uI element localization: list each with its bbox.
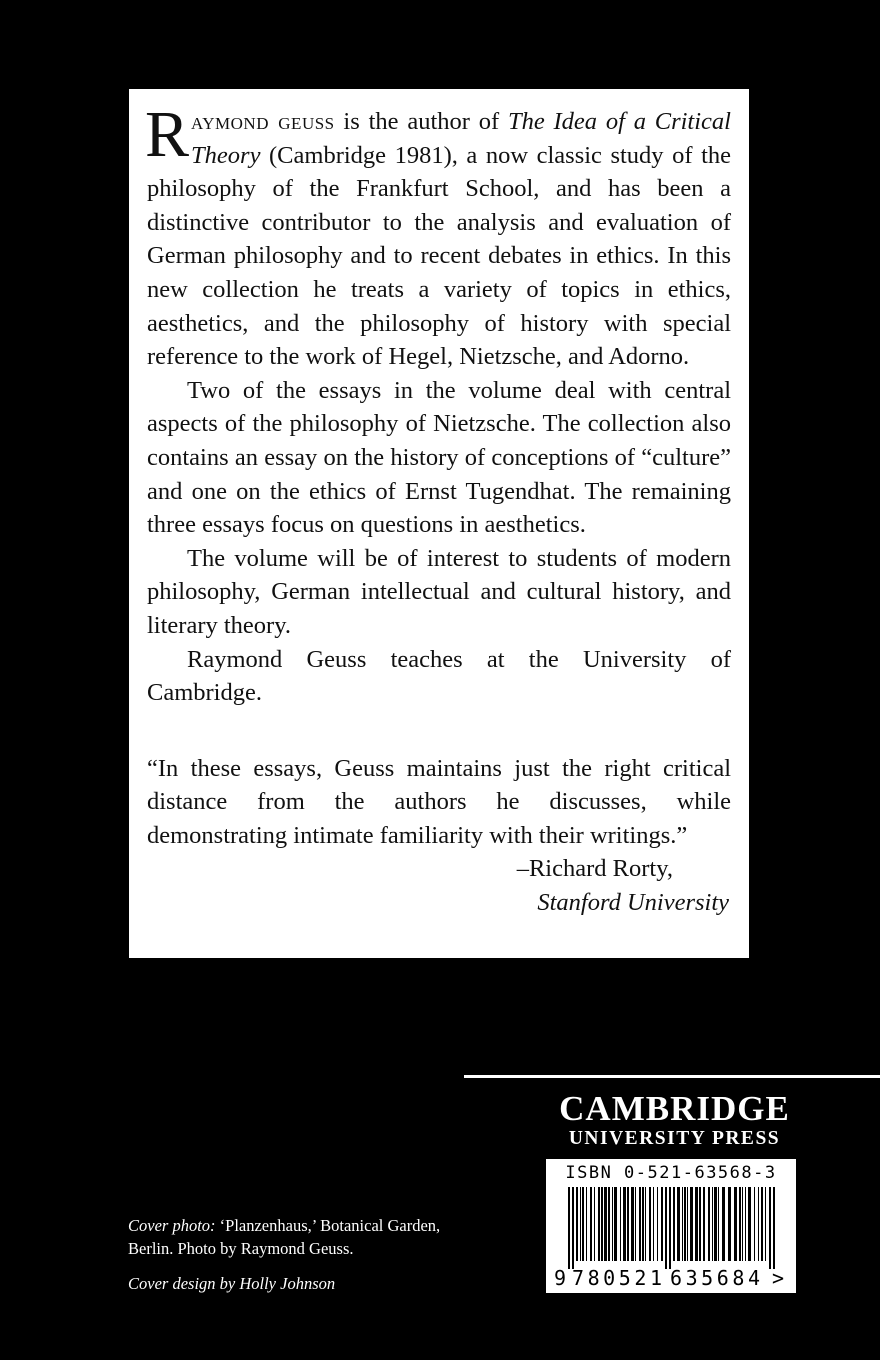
publisher-name: CAMBRIDGE [559, 1089, 790, 1128]
barcode-bar [669, 1187, 671, 1269]
barcode-bar [594, 1187, 595, 1261]
blurb-paragraph-1 [145, 98, 731, 374]
barcode-bar [639, 1187, 641, 1261]
barcode-bar [657, 1187, 658, 1261]
barcode-bar [703, 1187, 705, 1261]
barcode-bar [620, 1187, 621, 1261]
endorsement-quote: “In these essays, Geuss maintains just the right critical distance from the authors he discusses, while demonstrating intimate familiarity with their writings.” [147, 754, 731, 849]
barcode-bar [739, 1187, 741, 1261]
barcode-bar [586, 1187, 587, 1261]
barcode-bar [665, 1187, 667, 1269]
barcode-bar [598, 1187, 600, 1261]
barcode-bar [714, 1187, 717, 1261]
photo-credit [128, 1214, 458, 1260]
barcode-bar [761, 1187, 763, 1261]
author-name: aymond geuss [191, 108, 335, 135]
barcode-bar [623, 1187, 626, 1261]
blurb-panel [129, 89, 749, 958]
barcode-bar [614, 1187, 617, 1261]
barcode-bar [661, 1187, 663, 1261]
barcode-bar [627, 1187, 629, 1261]
cover-credits [128, 1214, 458, 1295]
barcode-bar [677, 1187, 680, 1261]
barcode-bar [695, 1187, 698, 1261]
barcode-bar [684, 1187, 686, 1261]
barcode-bar [773, 1187, 775, 1269]
barcode-bar [590, 1187, 592, 1261]
barcode-bar [718, 1187, 719, 1261]
photo-credit-label: Cover photo: [128, 1216, 216, 1235]
barcode-graphic [546, 1187, 796, 1291]
barcode-bar [765, 1187, 766, 1261]
publisher-subtitle: UNIVERSITY PRESS [568, 1128, 781, 1149]
barcode-bar [642, 1187, 644, 1261]
barcode-bar [754, 1187, 755, 1261]
barcode-bar [687, 1187, 688, 1261]
barcode-bar [601, 1187, 603, 1261]
blurb-paragraph-4: Raymond Geuss teaches at the University of Cambridge. [147, 645, 731, 707]
endorser-affiliation: Stanford University [537, 889, 729, 917]
barcode-bar [734, 1187, 737, 1261]
blurb-paragraph-2: Two of the essays in the volume deal with central aspects of the philosophy of Nietzsche. The collection also contains an essay on the history of conceptions of “culture” and one on the ethics of Ernst Tugendhat. The remaining three essays focus on questions in aesthetics. [147, 376, 731, 539]
barcode-bar [572, 1187, 574, 1269]
barcode-bar [690, 1187, 693, 1261]
barcode-bar [645, 1187, 646, 1261]
blurb-text: is the author of [334, 108, 508, 135]
barcode-digit-lead: 9 [554, 1266, 567, 1290]
barcode-bar [631, 1187, 634, 1261]
barcode-bar [673, 1187, 675, 1261]
blurb-text: (Cambridge 1981), a now classic study of the philosophy of the Frankfurt School, and has been a distinctive contributor to the analysis and evaluation of German philosophy and to recent debates in ethics. In this new collection he treats a variety of topics in ethics, aesthetics, and the philosophy of history with special reference to the work of Hegel, Nietzsche, and Adorno. [147, 141, 731, 371]
barcode-bar [682, 1187, 683, 1261]
barcode-bar [699, 1187, 701, 1261]
isbn-number: ISBN 0-521-63568-3 [565, 1163, 777, 1183]
photo-credit-text: ‘Planzenhaus,’ Botanical Garden, Berlin. Photo by Raymond Geuss. [128, 1216, 441, 1258]
barcode-bar [742, 1187, 743, 1261]
barcode-bar [758, 1187, 759, 1261]
barcode-digits-right: 635684 [670, 1266, 760, 1290]
barcode-digits-left: 780521 [572, 1266, 662, 1290]
book-title: The Idea of a Critical Theory [191, 108, 731, 169]
barcode-label [546, 1159, 796, 1293]
barcode-bar [612, 1187, 613, 1261]
barcode-quiet-mark: > [772, 1266, 785, 1290]
barcode-bar [745, 1187, 746, 1261]
divider-rule [464, 1075, 880, 1078]
barcode-bar [576, 1187, 578, 1261]
endorser-name: –Richard Rorty, [516, 855, 673, 883]
drop-cap: R [145, 98, 190, 171]
barcode-bar [604, 1187, 607, 1261]
barcode-bar [582, 1187, 584, 1261]
barcode-bar [712, 1187, 713, 1261]
barcode-bar [635, 1187, 636, 1261]
barcode-bar [722, 1187, 725, 1261]
barcode-bar [653, 1187, 654, 1261]
barcode-bar [568, 1187, 570, 1269]
barcode-bar [748, 1187, 751, 1261]
barcode-bar [649, 1187, 651, 1261]
barcode-bar [708, 1187, 710, 1261]
blurb-paragraph-3: The volume will be of interest to students of modern philosophy, German intellectual and cultural history, and literary theory. [147, 544, 731, 639]
barcode-bar [608, 1187, 610, 1261]
barcode-bar [580, 1187, 581, 1261]
barcode-bar [728, 1187, 731, 1261]
barcode-bar [769, 1187, 771, 1269]
design-credit: Cover design by Holly Johnson [128, 1274, 336, 1293]
